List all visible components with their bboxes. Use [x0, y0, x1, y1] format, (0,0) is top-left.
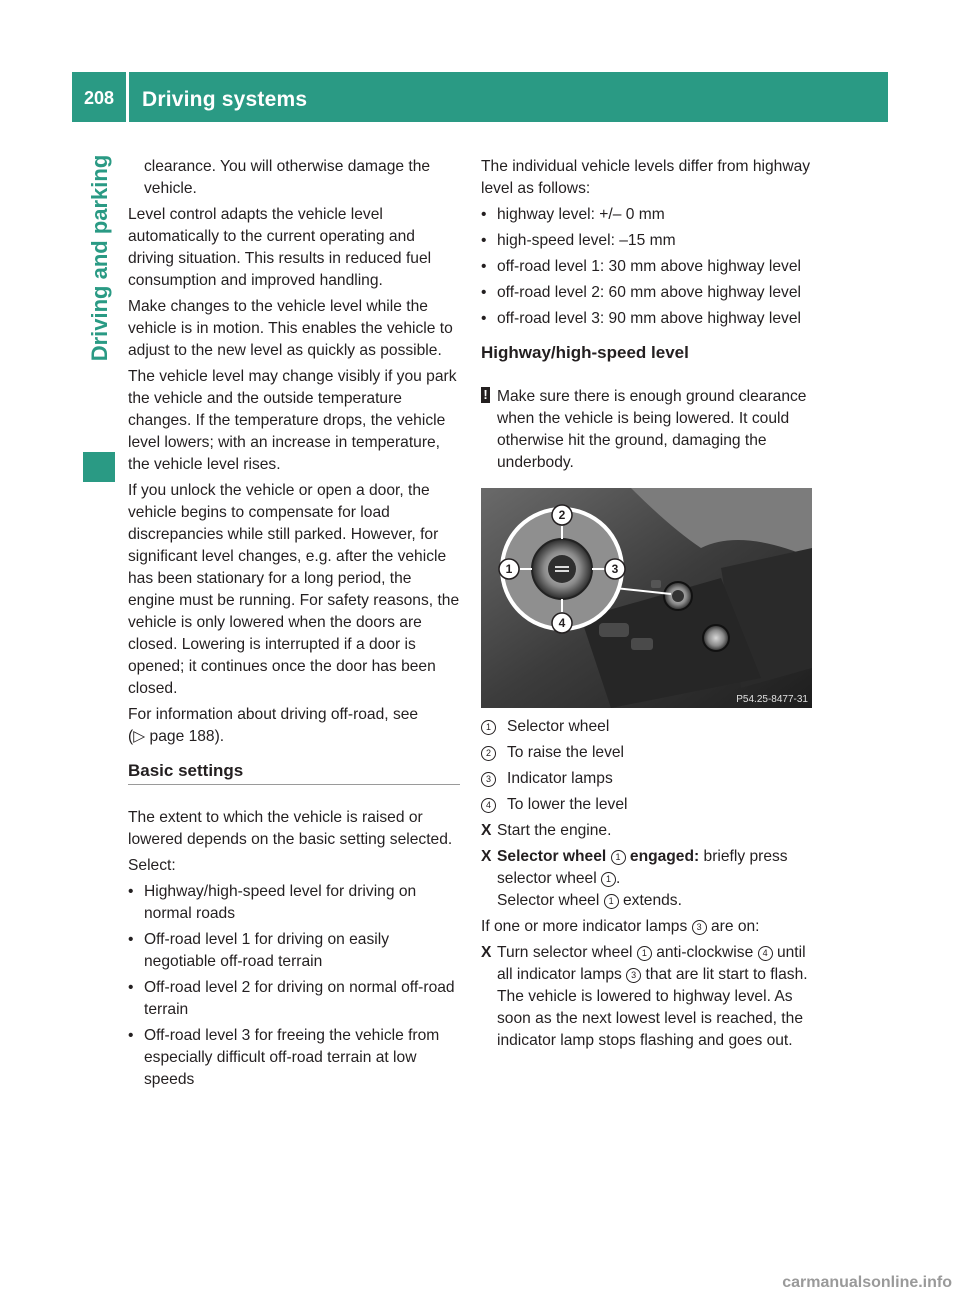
chapter-label: Driving and parking [87, 154, 112, 362]
header-separator [126, 72, 129, 122]
selector-wheel-photo [481, 488, 812, 708]
reference-text: For information about driving off-road, see [128, 706, 419, 723]
bullet-icon: • [481, 284, 487, 301]
step-arrow-icon: X [481, 822, 492, 839]
bullet-icon: • [481, 258, 487, 275]
paragraph: The individual vehicle levels differ from highway level as follows: [481, 158, 811, 197]
paragraph: The vehicle level may change visibly if you park the vehicle and the outside temperature changes. If the temperature drops, the vehicle level lowers; with an increase in temperature, the vehicle level rises. [128, 368, 457, 473]
bullet-icon: • [128, 979, 134, 996]
page-number: 208 [83, 88, 115, 108]
instruction-step: X Start the engine. [481, 820, 814, 842]
warning-note: ! Make sure there is enough ground clearance when the vehicle is being lowered. It could otherwise hit the ground, damaging the underbody. [481, 386, 814, 474]
list-item: • highway level: +/– 0 mm [481, 204, 814, 226]
list-item: • Off-road level 3 for freeing the vehicle from especially difficult off-road terrain at low speeds [128, 1027, 440, 1088]
bullet-icon: • [481, 310, 487, 327]
number-3-icon: 3 [481, 772, 496, 787]
callout-4: 4 [558, 616, 566, 630]
callout-3: 3 [611, 562, 619, 576]
photo-code: P54.25-8477-31 [736, 694, 808, 705]
vehicle-photo [481, 488, 814, 708]
legend-item: 3 Indicator lamps [481, 768, 814, 790]
paragraph: Make changes to the vehicle level while the vehicle is in motion. This enables the vehicle to adjust to the new level as quickly as possible. [128, 298, 453, 359]
legend-item: 2 To raise the level [481, 742, 814, 764]
number-3-icon: 3 [626, 968, 641, 983]
section-heading: Highway/high-speed level [481, 343, 689, 362]
instruction-step: X Selector wheel 1 engaged: briefly press selector wheel 1 . Selector wheel 1 extends. [481, 848, 788, 909]
right-column [481, 156, 814, 1056]
chapter-marker [83, 452, 115, 482]
number-2-icon: 2 [481, 746, 496, 761]
list-item: • off-road level 1: 30 mm above highway level [481, 256, 814, 278]
number-1-icon: 1 [637, 946, 652, 961]
list-item: • off-road level 2: 60 mm above highway level [481, 282, 814, 304]
number-1-icon: 1 [611, 850, 626, 865]
number-3-icon: 3 [692, 920, 707, 935]
paragraph: clearance. You will otherwise damage the vehicle. [144, 158, 431, 197]
section-heading: Basic settings [128, 752, 460, 785]
warning-icon: ! [481, 387, 490, 403]
legend-item: 1 Selector wheel [481, 716, 814, 738]
list-item: • off-road level 3: 90 mm above highway level [481, 308, 814, 330]
list-item: • high-speed level: –15 mm [481, 230, 814, 252]
list-item: • Off-road level 2 for driving on normal off-road terrain [128, 979, 455, 1018]
paragraph: If one or more indicator lamps 3 are on: [481, 918, 760, 935]
page-ref-arrow-icon: ▷ [133, 728, 146, 745]
callout-1: 1 [505, 562, 513, 576]
paragraph: If you unlock the vehicle or open a door, the vehicle begins to compensate for load discrepancies while still parked. However, for significant level changes, e.g. after the vehicle has been stationary for a long period, the engine must be running. For safety reasons, the vehicle is only lowered when the doors are closed. Lowering is interrupted if a door is opened; it continues once the door has been closed. [128, 482, 460, 697]
list-item: • Off-road level 1 for driving on easily negotiable off-road terrain [128, 931, 389, 970]
number-1-icon: 1 [481, 720, 496, 735]
paragraph: Level control adapts the vehicle level automatically to the current operating and driving situation. This results in reduced fuel consumption and improved handling. [128, 206, 432, 289]
paragraph: The extent to which the vehicle is raised or lowered depends on the basic setting selected. [128, 809, 453, 848]
bullet-icon: • [481, 232, 487, 249]
bullet-icon: • [128, 931, 134, 948]
watermark: carmanualsonline.info [782, 1274, 952, 1291]
number-1-icon: 1 [601, 872, 616, 887]
page-reference-link[interactable]: page 188). [149, 728, 225, 745]
paragraph: For information about driving off-road, see (▷ page 188). [128, 706, 419, 745]
list-item: • Highway/high-speed level for driving on normal roads [128, 883, 417, 922]
callout-2: 2 [558, 508, 566, 522]
number-4-icon: 4 [481, 798, 496, 813]
legend-item: 4 To lower the level [481, 794, 814, 816]
number-1-icon: 1 [604, 894, 619, 909]
section-title: Driving systems [142, 88, 308, 111]
number-4-icon: 4 [758, 946, 773, 961]
bullet-icon: • [128, 883, 134, 900]
instruction-step: X Turn selector wheel 1 anti-clockwise 4 until all indicator lamps 3 that are lit start to flash. The vehicle is lowered to highway level. As soon as the next lowest level is reached, the indicator lamp stops flashing and goes out. [481, 944, 808, 1049]
step-arrow-icon: X [481, 944, 492, 961]
step-arrow-icon: X [481, 848, 492, 865]
left-column [128, 156, 460, 1095]
paragraph: Select: [128, 857, 176, 874]
bullet-icon: • [481, 206, 487, 223]
bullet-icon: • [128, 1027, 134, 1044]
